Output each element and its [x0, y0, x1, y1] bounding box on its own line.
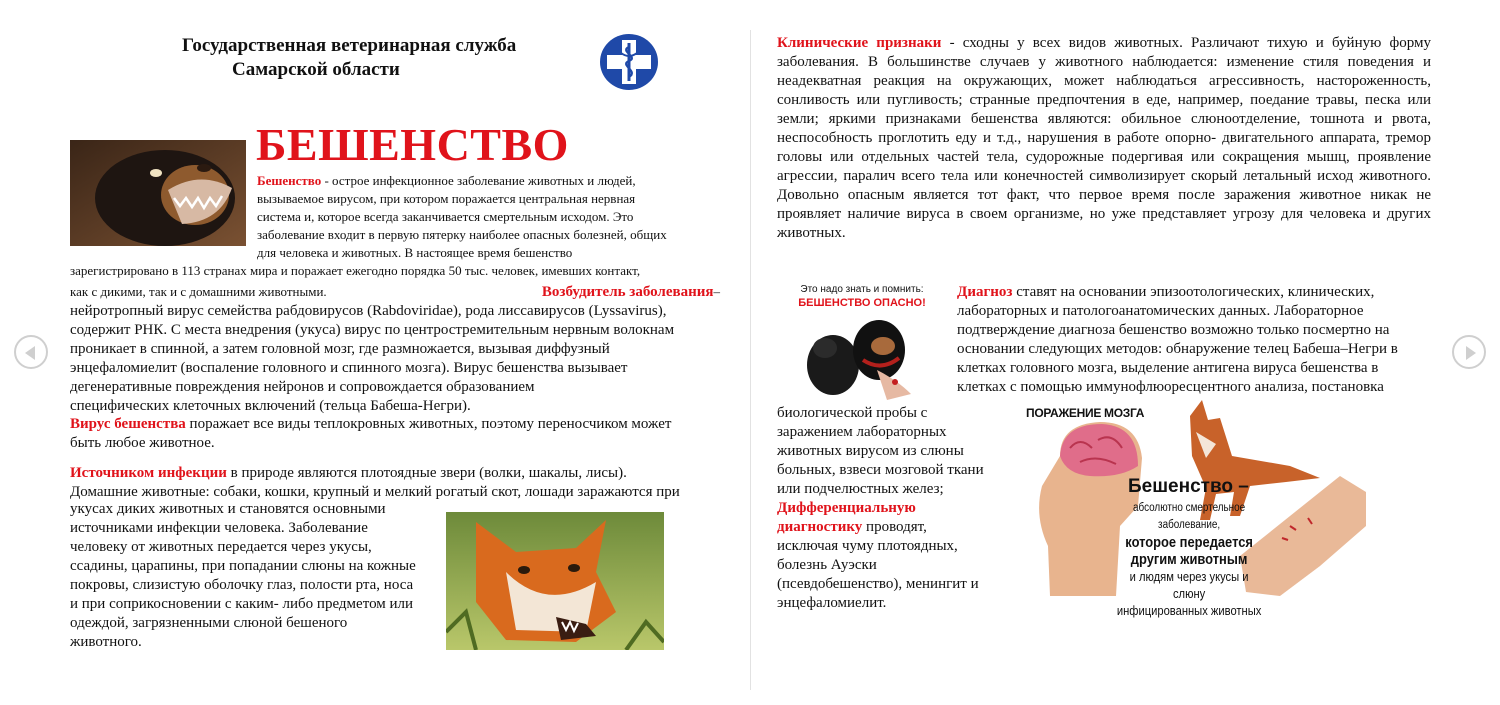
agent-label: Возбудитель заболевания: [541, 284, 714, 300]
source-rest-line-5: и при соприкосновении с каким- либо предметом или: [70, 596, 414, 612]
source-line-0: [70, 464, 720, 483]
diag-line-1: лабораторных и патологоанатомических данных. Лабораторное: [957, 303, 1364, 319]
diag-line-5: клетках с помощью иммунофлюоресцентного анализа, постановка: [957, 379, 1384, 395]
diag-rest-line-4: или подчелюстных желез;: [777, 481, 944, 497]
intro-text-0: - острое инфекционное заболевание животных и людей,: [321, 173, 636, 188]
diagnosis-continued: [777, 404, 997, 613]
diag-rest-line-3: больных, взвеси мозговой ткани: [777, 462, 984, 478]
source-paragraph: [70, 464, 720, 502]
agent-line-2: проникает в спинной, а затем головной мозг, где размножается, вызывая диффузный: [70, 341, 610, 357]
vet-cross-logo-icon: [599, 33, 659, 91]
brain-poster-line-2: другим животным: [1130, 551, 1248, 568]
source-line-1: Домашние животные: собаки, кошки, крупный и мелкий рогатый скот, лошади заражаются при: [70, 484, 680, 500]
intro-line-2: система и, которое всегда заканчивается смертельным исходом. Это: [257, 209, 634, 224]
source-rest-line-0: укусах диких животных и становятся основными: [70, 501, 386, 517]
diag-line-4: клетках головного мозга, выделение антигена вируса бешенства в: [957, 360, 1379, 376]
intro-paragraph: [257, 172, 717, 262]
intro-line-4: для человека и животных. В настоящее время бешенство: [257, 245, 573, 260]
diag-rest-line-1: заражением лабораторных: [777, 424, 947, 440]
intro-line-3: заболевание входит в первую пятерку наиболее опасных болезней, общих: [257, 227, 667, 242]
next-page-button[interactable]: [1452, 335, 1486, 369]
diff-line-2: болезнь Ауэски: [777, 557, 877, 573]
agent-line-5: специфических клеточных включений (тельца Бабеша-Негри).: [70, 398, 471, 414]
diff-label-line1: Дифференциальную: [777, 500, 916, 516]
brain-damage-poster: [1020, 396, 1368, 624]
source-continued: [70, 500, 440, 652]
brain-poster-text: [1116, 500, 1262, 619]
diff-line-4: энцефаломиелит.: [777, 595, 887, 611]
angry-dog-image: [70, 140, 246, 246]
intro-line-0: [257, 172, 717, 190]
intro-continued: [70, 262, 720, 280]
snarling-fox-image: [446, 512, 664, 650]
agent-line-4: дегенеративные повреждения нейронов и сопровождается образованием: [70, 379, 535, 395]
brain-poster-line-1: которое передается: [1125, 534, 1253, 551]
agent-dash: –: [713, 284, 720, 299]
source-rest-line-2: человеку от животных передается через укусы,: [70, 539, 372, 555]
clinic-label: Клинические признаки: [777, 35, 942, 51]
diagnosis-paragraph: [957, 283, 1427, 397]
virus-text-0: поражает все виды теплокровных животных, поэтому переносчиком может: [185, 416, 672, 432]
intro-rest-line-0: зарегистрировано в 113 странах мира и поражает ежегодно порядка 50 тыс. человек, имевших контакт,: [70, 263, 641, 278]
source-text-0: в природе являются плотоядные звери (волки, шакалы, лисы).: [226, 465, 627, 481]
rabies-warning-poster: [791, 284, 933, 402]
org-title-line1: Государственная ветеринарная служба: [182, 35, 517, 56]
clinical-signs-paragraph: [777, 34, 1431, 243]
dogs-illustration: [791, 310, 933, 402]
diff-line-1: исключая чуму плотоядных,: [777, 538, 958, 554]
virus-line-0: [70, 415, 720, 434]
diag-line-3: основании следующих методов: обнаружение телец Бабеша–Негри в: [957, 341, 1398, 357]
source-rest-line-3: ссадины, царапины, при попадании слюны на кожные: [70, 558, 416, 574]
diff-line-3: (псевдобешенство), менингит и: [777, 576, 979, 592]
agent-line-1: содержит РНК. С места внедрения (укуса) вирус по центростремительным нервным волокнам: [70, 322, 675, 338]
virus-paragraph: [70, 415, 720, 453]
source-rest-line-4: покровы, слизистую оболочку глаз, полости рта, носа: [70, 577, 414, 593]
diff-label-line2: диагностику: [777, 519, 863, 535]
virus-label: Вирус бешенства: [70, 416, 186, 432]
intro-label: Бешенство: [257, 173, 322, 188]
agent-paragraph: [70, 282, 720, 416]
source-rest-line-1: источниками инфекции человека. Заболевание: [70, 520, 368, 536]
brain-poster-caption: ПОРАЖЕНИЕ МОЗГА: [1026, 406, 1145, 420]
agent-line-0: нейротропный вирус семейства рабдовирусов (Rabdoviridae), рода лиссавирусов (Lyssavirus),: [70, 303, 667, 319]
agent-line-3: энцефаломиелит (воспаление головного и спинного мозга). Вирус бешенства вызывает: [70, 360, 628, 376]
agent-lead: как с дикими, так и с домашними животными.: [70, 284, 327, 299]
poster-caption: Это надо знать и помнить:: [800, 284, 924, 295]
brain-poster-headline: Бешенство –: [1128, 476, 1249, 497]
clinic-text: - сходны у всех видов животных. Различают тихую и буйную форму заболевания. В большинстве случаев у животного наблюдается: изменение стиля поведения и неадекватная реакция на окружающих, может наблюдаться агрессивность, настороженность, сонливость или пугливость; странные предпочтения в еде, например, поедание травы, песка или земли; яркими признаками бешенства являются: обильное слюноотделение, тошнота и рвота, неспособность проглотить еду и т.д., нарушения в работе опорно- двигательного аппарата, тремор головы или отдельных частей тела, судорожные подергивая или сокращения мышц, проявление агрессии, паралич всего тела или конечностей символизирует скорый летальный исход животного. Довольно опасным является тот факт, что первое время после заражения животное никак не проявляет наличие вируса в своем организме, но уже представляет угрозу для человека и других животных.: [777, 35, 1431, 241]
agent-lead-row: [70, 282, 720, 302]
diff-line-0: [777, 518, 997, 537]
page-title: БЕШЕНСТВО: [256, 119, 569, 170]
source-rest-line-7: животного.: [70, 634, 142, 650]
source-label: Источником инфекции: [70, 465, 227, 481]
brain-poster-line-4: инфицированных животных: [1116, 603, 1262, 618]
brain-poster-line-3: и людям через укусы и слюну: [1129, 569, 1249, 601]
poster-headline: БЕШЕНСТВО ОПАСНО!: [798, 297, 926, 309]
diag-text-0: ставят на основании эпизоотологических, клинических,: [1012, 284, 1375, 300]
virus-line-1: быть любое животное.: [70, 435, 215, 451]
diag-line-2: подтверждение диагноза бешенство возможно только посмертно на: [957, 322, 1390, 338]
org-title-line2: Самарской области: [232, 59, 400, 80]
intro-line-1: вызываемое вирусом, при котором поражается центральная нервная: [257, 191, 636, 206]
diag-rest-line-2: животных вирусом из слюны: [777, 443, 964, 459]
diff-text-0: проводят,: [862, 519, 927, 535]
diag-label: Диагноз: [957, 284, 1013, 300]
brain-poster-line-0: абсолютно смертельное заболевание,: [1133, 502, 1246, 531]
diag-line-0: [957, 283, 1427, 302]
page-spine: [750, 30, 751, 690]
diag-rest-line-0: биологической пробы с: [777, 405, 928, 421]
source-rest-line-6: одеждой, загрязненными слюной бешеного: [70, 615, 348, 631]
prev-page-button[interactable]: [14, 335, 48, 369]
